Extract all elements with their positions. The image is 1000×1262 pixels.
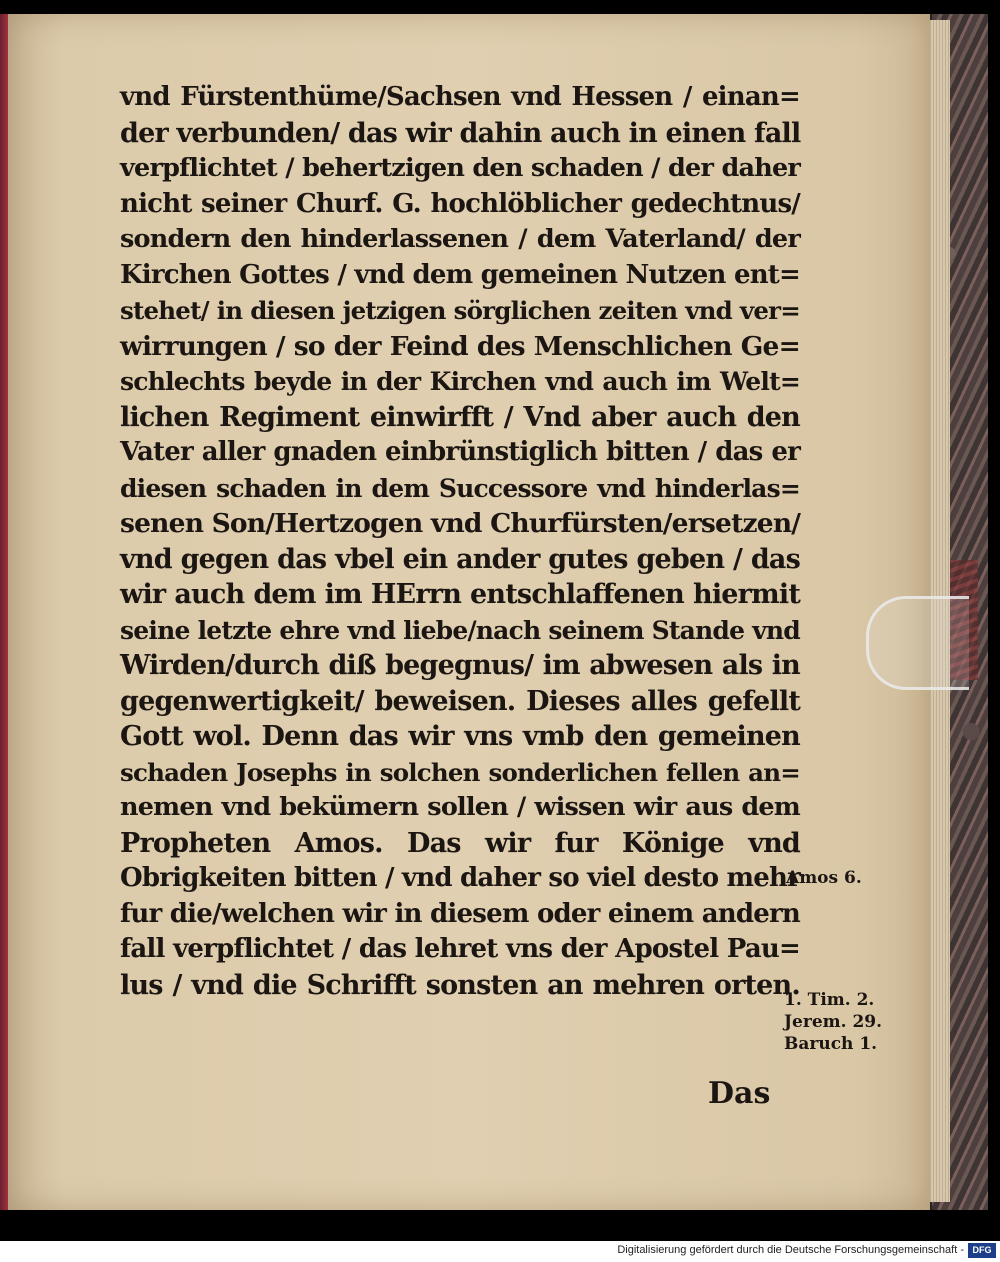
top-border [0,0,1000,14]
text-line: verpflichtet / behertzigen den schaden / der daher [120,153,800,183]
text-line: schaden Josephs in solchen sonderlichen fellen an= [120,757,800,787]
text-line: fur die/welchen wir in diesem oder einem andern [120,898,800,929]
text-line: der verbunden/ das wir dahin auch in einen fall [120,117,801,149]
footer-bar [0,1241,1000,1262]
text-line: Vater aller gnaden einbrünstiglich bitten / das er [120,437,800,467]
margin-note-jerem: Jerem. 29. [784,1012,883,1032]
text-line: wirrungen / so der Feind des Menschlichen Ge= [120,330,800,362]
text-line: wir auch dem im HErrn entschlaffenen hiermit [120,579,800,610]
text-line: lus / vnd die Schrifft sonsten an mehren orten. [120,969,800,1001]
text-line: Kirchen Gottes / vnd dem gemeinen Nutzen ent= [120,259,800,290]
text-line: schlechts beyde in der Kirchen vnd auch im Welt= [120,367,800,396]
margin-note-tim: 1. Tim. 2. [784,990,875,1010]
text-line: diesen schaden in dem Successore vnd hinderlas= [120,473,800,503]
page-clip [866,596,969,690]
text-line: Wirden/durch diß begegnus/ im abwesen als in [120,650,800,681]
text-line: stehet/ in diesen jetzigen sörglichen zeiten vnd ver= [120,296,800,325]
text-line: vnd gegen das vbel ein ander gutes geben / das [120,543,800,575]
text-line: Gott wol. Denn das wir vns vmb den gemeinen [120,721,800,752]
dfg-logo: DFG [968,1243,996,1258]
text-line: vnd Fürstenthüme/Sachsen vnd Hessen / einan= [120,82,800,112]
catchword: Das [708,1076,771,1111]
margin-note-baruch: Baruch 1. [784,1034,878,1054]
text-line: fall verpflichtet / das lehret vns der Apostel Pau= [120,934,800,964]
text-line: lichen Regiment einwirfft / Vnd aber auch den [120,401,800,433]
text-line: Obrigkeiten bitten / vnd daher so viel desto mehr [120,863,800,893]
margin-note-amos: Amos 6. [786,868,862,888]
text-line: Propheten Amos. Das wir fur Könige vnd [120,827,800,859]
text-line: nicht seiner Churf. G. hochlöblicher gedechtnus/ [120,188,800,219]
text-line: gegenwertigkeit/ beweisen. Dieses alles gefellt [120,685,800,717]
body-text [120,80,800,1003]
book-page [8,14,930,1210]
text-line: seine letzte ehre vnd liebe/nach seinem Stande vnd [120,615,800,645]
text-line: senen Son/Hertzogen vnd Churfürsten/ersetzen/ [120,508,801,539]
text-line: nemen vnd bekümern sollen / wissen wir aus dem [120,792,800,822]
text-line: sondern den hinderlassenen / dem Vaterland/ der [120,224,800,254]
binding-edge [0,14,8,1210]
footer-credit: Digitalisierung gefördert durch die Deutsche Forschungsgemeinschaft - [617,1244,964,1256]
